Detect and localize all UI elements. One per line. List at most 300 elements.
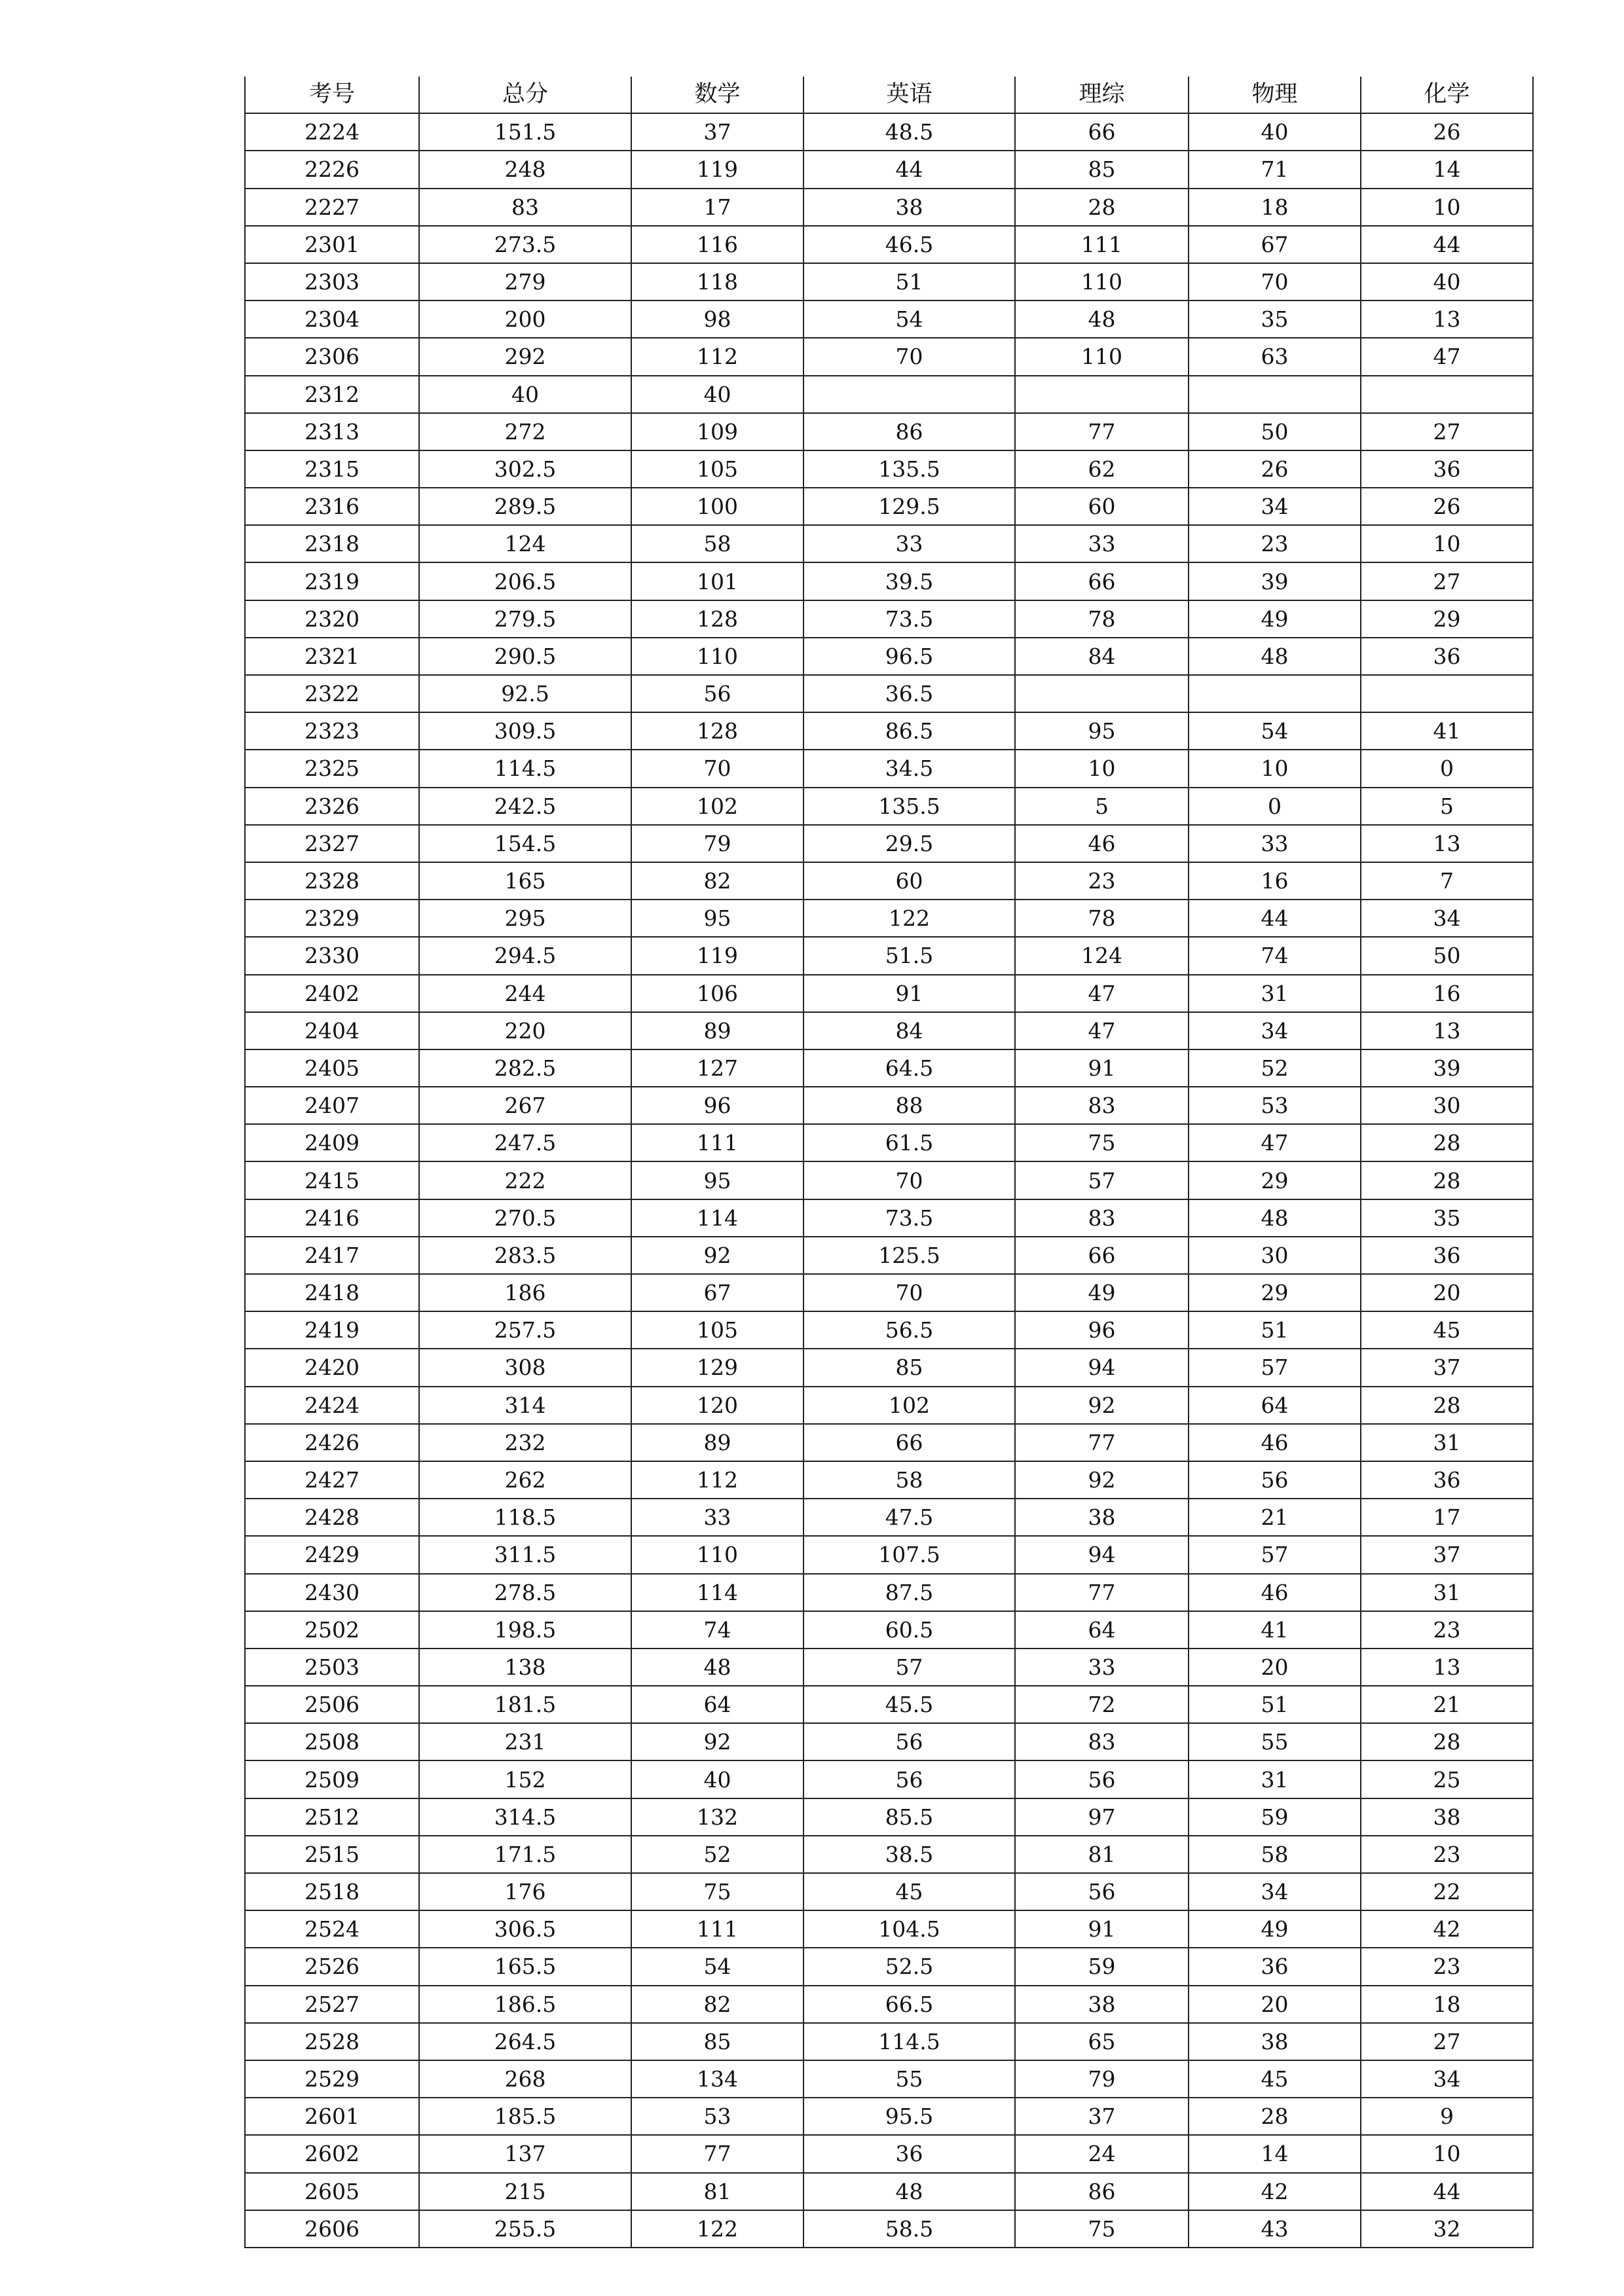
total-score-cell: 273.5: [419, 226, 631, 263]
science-combined-cell: 83: [1015, 1723, 1189, 1760]
exam-number-cell: 2427: [245, 1461, 419, 1499]
physics-cell: 58: [1189, 1836, 1361, 1873]
english-cell: 88: [803, 1087, 1015, 1124]
chemistry-cell: 5: [1361, 788, 1533, 825]
math-cell: 114: [631, 1199, 803, 1237]
math-cell: 95: [631, 900, 803, 937]
science-combined-cell: 77: [1015, 1424, 1189, 1461]
science-combined-cell: 38: [1015, 1986, 1189, 2023]
math-cell: 70: [631, 750, 803, 787]
physics-cell: 70: [1189, 263, 1361, 301]
total-score-cell: 257.5: [419, 1311, 631, 1349]
exam-number-cell: 2502: [245, 1611, 419, 1649]
exam-number-cell: 2404: [245, 1012, 419, 1049]
science-combined-cell: 47: [1015, 975, 1189, 1012]
total-score-cell: 255.5: [419, 2210, 631, 2248]
table-row: [245, 226, 1533, 263]
total-score-cell: 295: [419, 900, 631, 937]
math-cell: 132: [631, 1798, 803, 1836]
math-cell: 110: [631, 1536, 803, 1573]
physics-cell: 46: [1189, 1424, 1361, 1461]
total-score-cell: 279.5: [419, 600, 631, 638]
chemistry-cell: 23: [1361, 1611, 1533, 1649]
physics-cell: 34: [1189, 1012, 1361, 1049]
math-cell: 85: [631, 2023, 803, 2060]
total-score-cell: 186.5: [419, 1986, 631, 2023]
math-cell: 128: [631, 600, 803, 638]
total-score-cell: 198.5: [419, 1611, 631, 1649]
chemistry-cell: 36: [1361, 1237, 1533, 1274]
math-cell: 40: [631, 1760, 803, 1798]
science-combined-cell: 66: [1015, 1237, 1189, 1274]
table-row: [245, 2060, 1533, 2098]
english-cell: 86.5: [803, 712, 1015, 750]
total-score-cell: 165.5: [419, 1948, 631, 1985]
english-cell: 73.5: [803, 1199, 1015, 1237]
physics-cell: 43: [1189, 2210, 1361, 2248]
table-row: [245, 1311, 1533, 1349]
science-combined-cell: [1015, 376, 1189, 413]
total-score-cell: 154.5: [419, 825, 631, 862]
table-row: [245, 1649, 1533, 1686]
total-score-cell: 248: [419, 151, 631, 188]
math-cell: 53: [631, 2098, 803, 2135]
chemistry-cell: 27: [1361, 2023, 1533, 2060]
total-score-cell: 165: [419, 862, 631, 900]
math-cell: 112: [631, 338, 803, 375]
english-cell: 85: [803, 1349, 1015, 1386]
total-score-cell: 151.5: [419, 113, 631, 151]
math-cell: 111: [631, 1910, 803, 1948]
math-cell: 67: [631, 1274, 803, 1311]
science-combined-cell: 94: [1015, 1536, 1189, 1573]
chemistry-cell: 37: [1361, 1536, 1533, 1573]
physics-cell: 14: [1189, 2135, 1361, 2172]
total-score-cell: 270.5: [419, 1199, 631, 1237]
exam-number-cell: 2315: [245, 450, 419, 488]
physics-cell: 63: [1189, 338, 1361, 375]
chemistry-cell: 39: [1361, 1049, 1533, 1087]
science-combined-cell: 49: [1015, 1274, 1189, 1311]
science-combined-cell: 62: [1015, 450, 1189, 488]
chemistry-cell: 35: [1361, 1199, 1533, 1237]
table-row: [245, 1461, 1533, 1499]
exam-number-cell: 2226: [245, 151, 419, 188]
math-cell: 98: [631, 301, 803, 338]
table-row: [245, 1087, 1533, 1124]
english-cell: 129.5: [803, 488, 1015, 525]
header-science-combined: 理综: [1015, 77, 1189, 113]
exam-number-cell: 2327: [245, 825, 419, 862]
exam-number-cell: 2430: [245, 1574, 419, 1611]
total-score-cell: 231: [419, 1723, 631, 1760]
exam-number-cell: 2415: [245, 1161, 419, 1199]
table-row: [245, 2210, 1533, 2248]
total-score-cell: 283.5: [419, 1237, 631, 1274]
table-row: [245, 1986, 1533, 2023]
math-cell: 111: [631, 1124, 803, 1161]
table-row: [245, 1424, 1533, 1461]
exam-number-cell: 2409: [245, 1124, 419, 1161]
total-score-cell: 279: [419, 263, 631, 301]
science-combined-cell: 85: [1015, 151, 1189, 188]
science-combined-cell: 75: [1015, 1124, 1189, 1161]
math-cell: 52: [631, 1836, 803, 1873]
table-row: [245, 638, 1533, 675]
english-cell: 36.5: [803, 675, 1015, 712]
science-combined-cell: 23: [1015, 862, 1189, 900]
physics-cell: 51: [1189, 1686, 1361, 1723]
chemistry-cell: 13: [1361, 825, 1533, 862]
math-cell: 134: [631, 2060, 803, 2098]
exam-number-cell: 2325: [245, 750, 419, 787]
table-body: [245, 113, 1533, 2248]
table-row: [245, 1760, 1533, 1798]
total-score-cell: 278.5: [419, 1574, 631, 1611]
chemistry-cell: 28: [1361, 1124, 1533, 1161]
physics-cell: 18: [1189, 189, 1361, 226]
exam-number-cell: 2601: [245, 2098, 419, 2135]
total-score-cell: 242.5: [419, 788, 631, 825]
science-combined-cell: 64: [1015, 1611, 1189, 1649]
physics-cell: 50: [1189, 413, 1361, 450]
exam-number-cell: 2417: [245, 1237, 419, 1274]
physics-cell: 48: [1189, 1199, 1361, 1237]
physics-cell: 0: [1189, 788, 1361, 825]
math-cell: 114: [631, 1574, 803, 1611]
score-table: [244, 77, 1534, 2248]
science-combined-cell: 77: [1015, 1574, 1189, 1611]
table-row: [245, 450, 1533, 488]
english-cell: 102: [803, 1387, 1015, 1424]
total-score-cell: 314: [419, 1387, 631, 1424]
science-combined-cell: 10: [1015, 750, 1189, 787]
math-cell: 118: [631, 263, 803, 301]
science-combined-cell: 38: [1015, 1499, 1189, 1536]
math-cell: 58: [631, 525, 803, 562]
total-score-cell: 186: [419, 1274, 631, 1311]
physics-cell: 35: [1189, 301, 1361, 338]
exam-number-cell: 2424: [245, 1387, 419, 1424]
english-cell: 56: [803, 1723, 1015, 1760]
exam-number-cell: 2527: [245, 1986, 419, 2023]
math-cell: 96: [631, 1087, 803, 1124]
physics-cell: 41: [1189, 1611, 1361, 1649]
math-cell: 119: [631, 937, 803, 974]
physics-cell: [1189, 675, 1361, 712]
exam-number-cell: 2304: [245, 301, 419, 338]
table-row: [245, 376, 1533, 413]
english-cell: 58: [803, 1461, 1015, 1499]
chemistry-cell: 47: [1361, 338, 1533, 375]
header-row: [245, 77, 1533, 113]
science-combined-cell: 92: [1015, 1461, 1189, 1499]
english-cell: 70: [803, 1274, 1015, 1311]
math-cell: 79: [631, 825, 803, 862]
english-cell: 45: [803, 1873, 1015, 1910]
physics-cell: 20: [1189, 1649, 1361, 1686]
table-row: [245, 1274, 1533, 1311]
english-cell: 46.5: [803, 226, 1015, 263]
total-score-cell: 311.5: [419, 1536, 631, 1573]
english-cell: 38: [803, 189, 1015, 226]
table-row: [245, 825, 1533, 862]
exam-number-cell: 2512: [245, 1798, 419, 1836]
total-score-cell: 302.5: [419, 450, 631, 488]
exam-number-cell: 2509: [245, 1760, 419, 1798]
chemistry-cell: 25: [1361, 1760, 1533, 1798]
science-combined-cell: [1015, 675, 1189, 712]
total-score-cell: 272: [419, 413, 631, 450]
table-row: [245, 975, 1533, 1012]
math-cell: 112: [631, 1461, 803, 1499]
math-cell: 100: [631, 488, 803, 525]
chemistry-cell: 22: [1361, 1873, 1533, 1910]
chemistry-cell: 7: [1361, 862, 1533, 900]
table-row: [245, 562, 1533, 600]
exam-number-cell: 2306: [245, 338, 419, 375]
chemistry-cell: 32: [1361, 2210, 1533, 2248]
math-cell: 106: [631, 975, 803, 1012]
chemistry-cell: 28: [1361, 1387, 1533, 1424]
english-cell: 95.5: [803, 2098, 1015, 2135]
total-score-cell: 244: [419, 975, 631, 1012]
physics-cell: 20: [1189, 1986, 1361, 2023]
science-combined-cell: 124: [1015, 937, 1189, 974]
exam-number-cell: 2301: [245, 226, 419, 263]
total-score-cell: 40: [419, 376, 631, 413]
chemistry-cell: 27: [1361, 562, 1533, 600]
chemistry-cell: 28: [1361, 1161, 1533, 1199]
english-cell: 34.5: [803, 750, 1015, 787]
english-cell: 122: [803, 900, 1015, 937]
science-combined-cell: 79: [1015, 2060, 1189, 2098]
physics-cell: 31: [1189, 975, 1361, 1012]
science-combined-cell: 24: [1015, 2135, 1189, 2172]
exam-number-cell: 2528: [245, 2023, 419, 2060]
table-row: [245, 151, 1533, 188]
total-score-cell: 268: [419, 2060, 631, 2098]
science-combined-cell: 110: [1015, 338, 1189, 375]
table-row: [245, 2135, 1533, 2172]
exam-number-cell: 2429: [245, 1536, 419, 1573]
math-cell: 92: [631, 1723, 803, 1760]
total-score-cell: 83: [419, 189, 631, 226]
table-row: [245, 1499, 1533, 1536]
exam-number-cell: 2426: [245, 1424, 419, 1461]
math-cell: 129: [631, 1349, 803, 1386]
math-cell: 122: [631, 2210, 803, 2248]
chemistry-cell: 34: [1361, 2060, 1533, 2098]
table-row: [245, 1723, 1533, 1760]
total-score-cell: 114.5: [419, 750, 631, 787]
physics-cell: 52: [1189, 1049, 1361, 1087]
exam-number-cell: 2227: [245, 189, 419, 226]
physics-cell: 38: [1189, 2023, 1361, 2060]
math-cell: 89: [631, 1012, 803, 1049]
table-row: [245, 1536, 1533, 1573]
math-cell: 127: [631, 1049, 803, 1087]
science-combined-cell: 37: [1015, 2098, 1189, 2135]
english-cell: 51: [803, 263, 1015, 301]
science-combined-cell: 78: [1015, 900, 1189, 937]
table-row: [245, 862, 1533, 900]
total-score-cell: 290.5: [419, 638, 631, 675]
chemistry-cell: 36: [1361, 1461, 1533, 1499]
exam-number-cell: 2329: [245, 900, 419, 937]
math-cell: 116: [631, 226, 803, 263]
total-score-cell: 314.5: [419, 1798, 631, 1836]
physics-cell: 36: [1189, 1948, 1361, 1985]
english-cell: 73.5: [803, 600, 1015, 638]
science-combined-cell: 56: [1015, 1873, 1189, 1910]
chemistry-cell: 14: [1361, 151, 1533, 188]
science-combined-cell: 66: [1015, 113, 1189, 151]
chemistry-cell: 28: [1361, 1723, 1533, 1760]
physics-cell: [1189, 376, 1361, 413]
chemistry-cell: 30: [1361, 1087, 1533, 1124]
physics-cell: 42: [1189, 2173, 1361, 2210]
exam-number-cell: 2312: [245, 376, 419, 413]
table-row: [245, 600, 1533, 638]
table-row: [245, 189, 1533, 226]
table-row: [245, 1349, 1533, 1386]
chemistry-cell: 26: [1361, 113, 1533, 151]
exam-number-cell: 2326: [245, 788, 419, 825]
exam-number-cell: 2419: [245, 1311, 419, 1349]
chemistry-cell: 31: [1361, 1574, 1533, 1611]
math-cell: 48: [631, 1649, 803, 1686]
english-cell: 56: [803, 1760, 1015, 1798]
total-score-cell: 289.5: [419, 488, 631, 525]
chemistry-cell: [1361, 376, 1533, 413]
exam-number-cell: 2402: [245, 975, 419, 1012]
english-cell: 60: [803, 862, 1015, 900]
english-cell: 114.5: [803, 2023, 1015, 2060]
exam-number-cell: 2605: [245, 2173, 419, 2210]
exam-number-cell: 2503: [245, 1649, 419, 1686]
chemistry-cell: 41: [1361, 712, 1533, 750]
science-combined-cell: 95: [1015, 712, 1189, 750]
chemistry-cell: 23: [1361, 1836, 1533, 1873]
chemistry-cell: 26: [1361, 488, 1533, 525]
physics-cell: 51: [1189, 1311, 1361, 1349]
science-combined-cell: 47: [1015, 1012, 1189, 1049]
table-row: [245, 2023, 1533, 2060]
physics-cell: 16: [1189, 862, 1361, 900]
science-combined-cell: 96: [1015, 1311, 1189, 1349]
total-score-cell: 267: [419, 1087, 631, 1124]
chemistry-cell: 44: [1361, 226, 1533, 263]
science-combined-cell: 33: [1015, 1649, 1189, 1686]
table-row: [245, 1798, 1533, 1836]
header-physics: 物理: [1189, 77, 1361, 113]
physics-cell: 56: [1189, 1461, 1361, 1499]
physics-cell: 33: [1189, 825, 1361, 862]
math-cell: 110: [631, 638, 803, 675]
math-cell: 105: [631, 450, 803, 488]
exam-number-cell: 2320: [245, 600, 419, 638]
chemistry-cell: 40: [1361, 263, 1533, 301]
physics-cell: 59: [1189, 1798, 1361, 1836]
total-score-cell: 294.5: [419, 937, 631, 974]
exam-number-cell: 2224: [245, 113, 419, 151]
physics-cell: 53: [1189, 1087, 1361, 1124]
table-row: [245, 488, 1533, 525]
chemistry-cell: 10: [1361, 2135, 1533, 2172]
science-combined-cell: 66: [1015, 562, 1189, 600]
table-row: [245, 712, 1533, 750]
exam-number-cell: 2321: [245, 638, 419, 675]
english-cell: 52.5: [803, 1948, 1015, 1985]
exam-number-cell: 2322: [245, 675, 419, 712]
english-cell: 29.5: [803, 825, 1015, 862]
exam-number-cell: 2405: [245, 1049, 419, 1087]
physics-cell: 45: [1189, 2060, 1361, 2098]
physics-cell: 57: [1189, 1349, 1361, 1386]
chemistry-cell: 42: [1361, 1910, 1533, 1948]
english-cell: 125.5: [803, 1237, 1015, 1274]
exam-number-cell: 2418: [245, 1274, 419, 1311]
math-cell: 64: [631, 1686, 803, 1723]
english-cell: 48.5: [803, 113, 1015, 151]
table-row: [245, 113, 1533, 151]
chemistry-cell: [1361, 675, 1533, 712]
math-cell: 75: [631, 1873, 803, 1910]
math-cell: 17: [631, 189, 803, 226]
exam-number-cell: 2313: [245, 413, 419, 450]
chemistry-cell: 13: [1361, 1649, 1533, 1686]
math-cell: 105: [631, 1311, 803, 1349]
total-score-cell: 138: [419, 1649, 631, 1686]
english-cell: 85.5: [803, 1798, 1015, 1836]
table-header: [245, 77, 1533, 113]
english-cell: 60.5: [803, 1611, 1015, 1649]
math-cell: 56: [631, 675, 803, 712]
total-score-cell: 206.5: [419, 562, 631, 600]
physics-cell: 47: [1189, 1124, 1361, 1161]
english-cell: 44: [803, 151, 1015, 188]
exam-number-cell: 2606: [245, 2210, 419, 2248]
table-row: [245, 1237, 1533, 1274]
english-cell: 54: [803, 301, 1015, 338]
chemistry-cell: 18: [1361, 1986, 1533, 2023]
english-cell: 66.5: [803, 1986, 1015, 2023]
table-row: [245, 750, 1533, 787]
physics-cell: 23: [1189, 525, 1361, 562]
math-cell: 40: [631, 376, 803, 413]
chemistry-cell: 23: [1361, 1948, 1533, 1985]
physics-cell: 39: [1189, 562, 1361, 600]
science-combined-cell: 65: [1015, 2023, 1189, 2060]
science-combined-cell: 5: [1015, 788, 1189, 825]
physics-cell: 34: [1189, 488, 1361, 525]
english-cell: 55: [803, 2060, 1015, 2098]
english-cell: 91: [803, 975, 1015, 1012]
exam-number-cell: 2506: [245, 1686, 419, 1723]
english-cell: 84: [803, 1012, 1015, 1049]
physics-cell: 29: [1189, 1274, 1361, 1311]
total-score-cell: 308: [419, 1349, 631, 1386]
physics-cell: 49: [1189, 1910, 1361, 1948]
table-row: [245, 1124, 1533, 1161]
exam-number-cell: 2303: [245, 263, 419, 301]
chemistry-cell: 36: [1361, 450, 1533, 488]
total-score-cell: 262: [419, 1461, 631, 1499]
table-row: [245, 1611, 1533, 1649]
science-combined-cell: 83: [1015, 1087, 1189, 1124]
science-combined-cell: 94: [1015, 1349, 1189, 1386]
